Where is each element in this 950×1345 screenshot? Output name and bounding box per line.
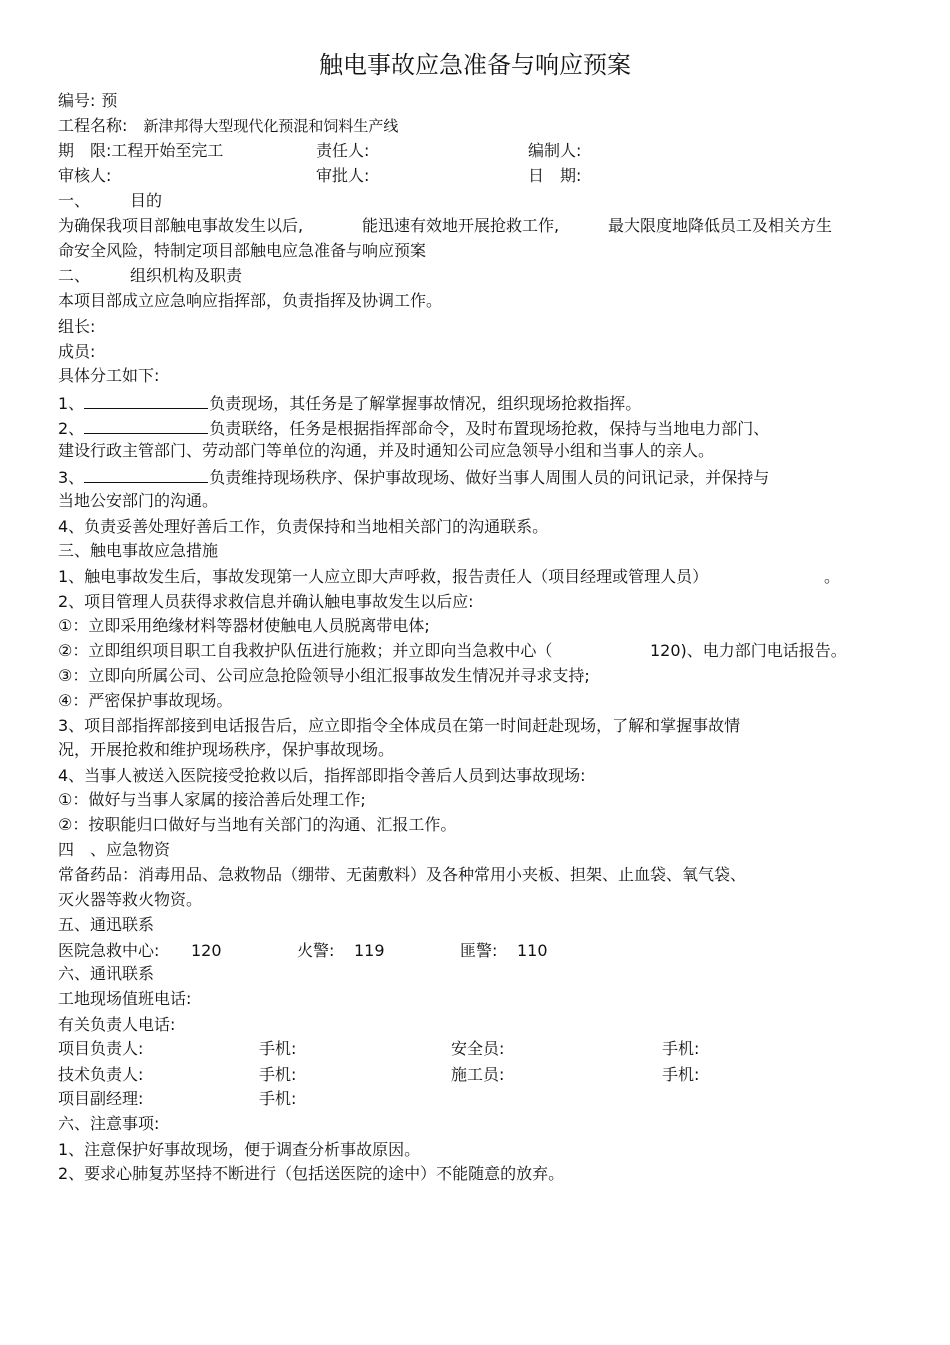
police-label: 匪警: (460, 941, 498, 960)
constructor-label: 施工员: (451, 1065, 505, 1084)
deputy-manager-label: 项目副经理: (58, 1089, 144, 1108)
deputy-manager-mobile-label: 手机: (259, 1089, 297, 1108)
measure-2-1: ①：立即采用绝缘材料等器材使触电人员脱离带电体; (58, 616, 430, 635)
period-value: 工程开始至完工 (111, 141, 224, 160)
measure-4-1: ①：做好与当事人家属的接洽善后处理工作; (58, 790, 366, 809)
tech-lead-mobile-label: 手机: (259, 1065, 297, 1084)
measure-2-3: ③：立即向所属公司、公司应急抢险领导小组汇报事故发生情况并寻求支持; (58, 666, 590, 685)
hospital-number: 120 (191, 941, 222, 960)
date-label: 日 期: (528, 166, 582, 185)
safety-officer-mobile-label: 手机: (662, 1039, 700, 1058)
duty-2-number: 2、 (58, 419, 85, 438)
number-label: 编号: (58, 91, 96, 110)
measure-1-end: 。 (824, 567, 841, 586)
duty-3-number: 3、 (58, 468, 85, 487)
duty-1-blank (84, 392, 208, 409)
period-label: 期 限: (58, 141, 112, 160)
hospital-label: 医院急救中心: (58, 941, 160, 960)
note-1: 1、注意保护好事故现场，便于调查分析事故原因。 (58, 1140, 421, 1159)
editor-label: 编制人: (528, 141, 582, 160)
number-value: 预 (101, 91, 118, 110)
project-label: 工程名称: (58, 116, 128, 135)
section-2-heading (58, 265, 242, 287)
section-1-text-c: 最大限度地降低员工及相关方生 (608, 216, 833, 235)
section-2-intro: 本项目部成立应急响应指挥部，负责指挥及协调工作。 (58, 291, 443, 310)
period-field (58, 140, 223, 162)
section-1-title: 目的 (130, 191, 163, 210)
section-1-paragraph-cont: 命安全风险，特制定项目部触电应急准备与响应预案 (58, 241, 427, 260)
measure-1-text: 1、触电事故发生后，事故发现第一人应立即大声呼救，报告责任人（项目经理或管理人员） (58, 567, 709, 586)
section-1-heading (58, 190, 162, 212)
number-row (58, 90, 117, 112)
project-lead-label: 项目负责人: (58, 1039, 144, 1058)
duty-2-cont: 建设行政主管部门、劳动部门等单位的沟通，并及时通知公司应急领导小组和当事人的亲人。 (58, 441, 715, 460)
safety-officer-label: 安全员: (451, 1039, 505, 1058)
duty-3-text: 负责维持现场秩序、保护事故现场、做好当事人周围人员的问讯记录，并保持与 (209, 468, 770, 487)
section-1-text-b: 能迅速有效地开展抢救工作, (362, 216, 560, 235)
approver-label: 审批人: (316, 166, 370, 185)
duty-2-blank (84, 417, 208, 434)
duty-4: 4、负责妥善处理好善后工作，负责保持和当地相关部门的沟通联系。 (58, 517, 549, 536)
project-row (58, 115, 398, 137)
police-number: 110 (517, 941, 548, 960)
responsible-label: 责任人: (316, 141, 370, 160)
section-1-number: 一、 (58, 191, 91, 210)
measure-4-2: ②：按职能归口做好与当地有关部门的沟通、汇报工作。 (58, 815, 457, 834)
duty-1-text: 负责现场，其任务是了解掌握事故情况，组织现场抢救指挥。 (209, 394, 642, 413)
section-6-heading: 六、通讯联系 (58, 964, 155, 983)
section-4-heading: 四 、应急物资 (58, 840, 171, 859)
measure-2-4: ④：严密保护事故现场。 (58, 691, 233, 710)
section-5-heading: 五、通迅联系 (58, 915, 155, 934)
constructor-mobile-label: 手机: (662, 1065, 700, 1084)
duty-2 (58, 417, 769, 440)
duty-3-blank (84, 466, 208, 483)
note-2: 2、要求心肺复苏坚持不断进行（包括送医院的途中）不能随意的放弃。 (58, 1164, 565, 1183)
notes-heading: 六、注意事项: (58, 1114, 160, 1133)
duty-1 (58, 392, 641, 415)
section-3-heading: 三、触电事故应急措施 (58, 541, 219, 560)
document-title: 触电事故应急准备与响应预案 (319, 51, 631, 79)
division-label: 具体分工如下: (58, 366, 160, 385)
measure-2-2-text: ②：立即组织项目职工自我救护队伍进行施救；并立即向当急救中心（ (58, 641, 553, 660)
supplies-text: 常备药品：消毒用品、急救物品（绷带、无菌敷料）及各种常用小夹板、担架、止血袋、氧气袋、 (58, 865, 747, 884)
members-label: 成员: (58, 342, 96, 361)
reviewer-label: 审核人: (58, 166, 112, 185)
project-value: 新津邦得大型现代化预混和饲料生产线 (143, 117, 399, 135)
measure-2: 2、项目管理人员获得求救信息并确认触电事故发生以后应: (58, 592, 474, 611)
leader-label: 组长: (58, 317, 96, 336)
measure-4: 4、当事人被送入医院接受抢救以后，指挥部即指令善后人员到达事故现场: (58, 766, 586, 785)
responsible-phones: 有关负责人电话: (58, 1015, 176, 1034)
duty-3 (58, 466, 769, 489)
fire-label: 火警: (297, 941, 335, 960)
section-1-text-a: 为确保我项目部触电事故发生以后, (58, 216, 304, 235)
measure-3-cont: 况，开展抢救和维护现场秩序，保护事故现场。 (58, 740, 395, 759)
project-lead-mobile-label: 手机: (259, 1039, 297, 1058)
tech-lead-label: 技术负责人: (58, 1065, 144, 1084)
section-2-title: 组织机构及职责 (130, 266, 243, 285)
section-2-number: 二、 (58, 266, 91, 285)
duty-2-text: 负责联络，任务是根据指挥部命令，及时布置现场抢救，保持与当地电力部门、 (209, 419, 770, 438)
fire-number: 119 (354, 941, 385, 960)
measure-3: 3、项目部指挥部接到电话报告后，应立即指令全体成员在第一时间赶赴现场，了解和掌握事故情 (58, 716, 741, 735)
measure-2-2-end: 120)、电力部门电话报告。 (650, 641, 847, 660)
site-duty-phone: 工地现场值班电话: (58, 989, 192, 1008)
duty-3-cont: 当地公安部门的沟通。 (58, 491, 219, 510)
duty-1-number: 1、 (58, 394, 85, 413)
supplies-text-cont: 灭火器等救火物资。 (58, 890, 203, 909)
